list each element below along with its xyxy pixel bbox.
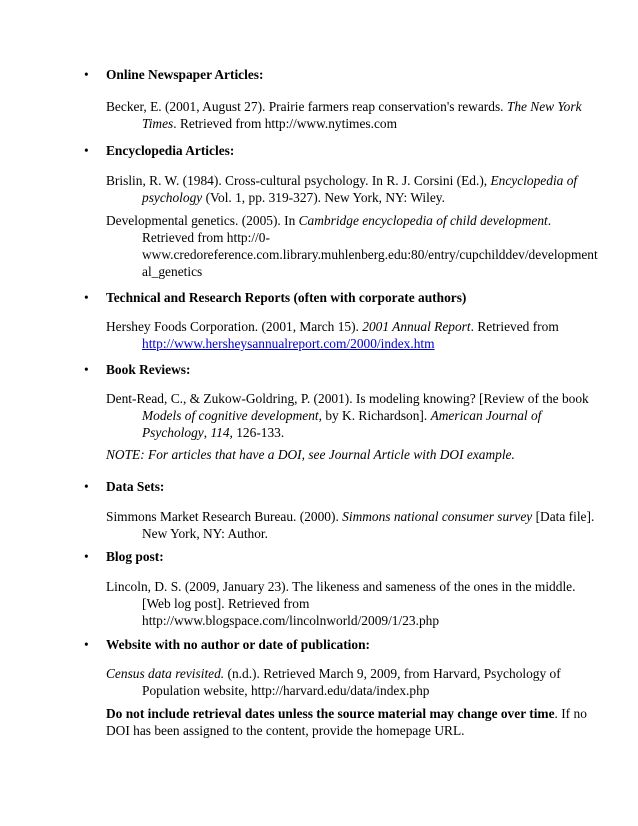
- reference-developmental-genetics: Developmental genetics. (2005). In Cambridge encyclopedia of child development. Retrieved from http://0- www.credoreference.com.library.muhlenberg.edu:80/entry/cupchilddev/development al_genetics: [106, 213, 598, 279]
- reference-simmons: Simmons Market Research Bureau. (2000). Simmons national consumer survey [Data file]. New York, NY: Author.: [106, 509, 595, 541]
- section-heading: Book Reviews:: [106, 362, 191, 377]
- reference-census: Census data revisited. (n.d.). Retrieved March 9, 2009, from Harvard, Psychology of Population website, http://harvard.edu/data/index.php: [106, 666, 561, 698]
- reference-becker: Becker, E. (2001, August 27). Prairie farmers reap conservation's rewards. The New York Times. Retrieved from http://www.nytimes.com: [106, 99, 582, 131]
- doi-note: NOTE: For articles that have a DOI, see Journal Article with DOI example.: [106, 447, 515, 462]
- bullet-icon: •: [84, 549, 89, 564]
- bullet-icon: •: [84, 143, 89, 158]
- bullet-icon: •: [84, 362, 89, 377]
- bullet-icon: •: [84, 479, 89, 494]
- bullet-icon: •: [84, 637, 89, 652]
- section-heading: Online Newspaper Articles:: [106, 67, 264, 82]
- retrieval-note: Do not include retrieval dates unless the source material may change over time. If no DOI has been assigned to the content, provide the homepage URL.: [106, 706, 587, 738]
- section-heading: Encyclopedia Articles:: [106, 143, 235, 158]
- bullet-icon: •: [84, 67, 89, 82]
- reference-dent-read: Dent-Read, C., & Zukow-Goldring, P. (2001). Is modeling knowing? [Review of the book Models of cognitive development, by K. Richardson]. American Journal of Psychology, 114, 126-133.: [106, 391, 589, 440]
- section-heading: Blog post:: [106, 549, 164, 564]
- reference-hershey: Hershey Foods Corporation. (2001, March 15). 2001 Annual Report. Retrieved from http://www.hersheysannualreport.com/2000/index.htm: [106, 319, 559, 351]
- bullet-icon: •: [84, 290, 89, 305]
- hershey-url-link[interactable]: http://www.hersheysannualreport.com/2000/index.htm: [142, 336, 435, 351]
- reference-lincoln: Lincoln, D. S. (2009, January 23). The likeness and sameness of the ones in the middle. [Web log post]. Retrieved from http://www.blogspace.com/lincolnworld/2009/1/23.php: [106, 579, 576, 628]
- section-heading: Technical and Research Reports (often with corporate authors): [106, 290, 467, 305]
- section-heading: Data Sets:: [106, 479, 165, 494]
- reference-brislin: Brislin, R. W. (1984). Cross-cultural psychology. In R. J. Corsini (Ed.), Encyclopedia of psychology (Vol. 1, pp. 319-327). New York, NY: Wiley.: [106, 173, 578, 205]
- section-heading: Website with no author or date of publication:: [106, 637, 370, 652]
